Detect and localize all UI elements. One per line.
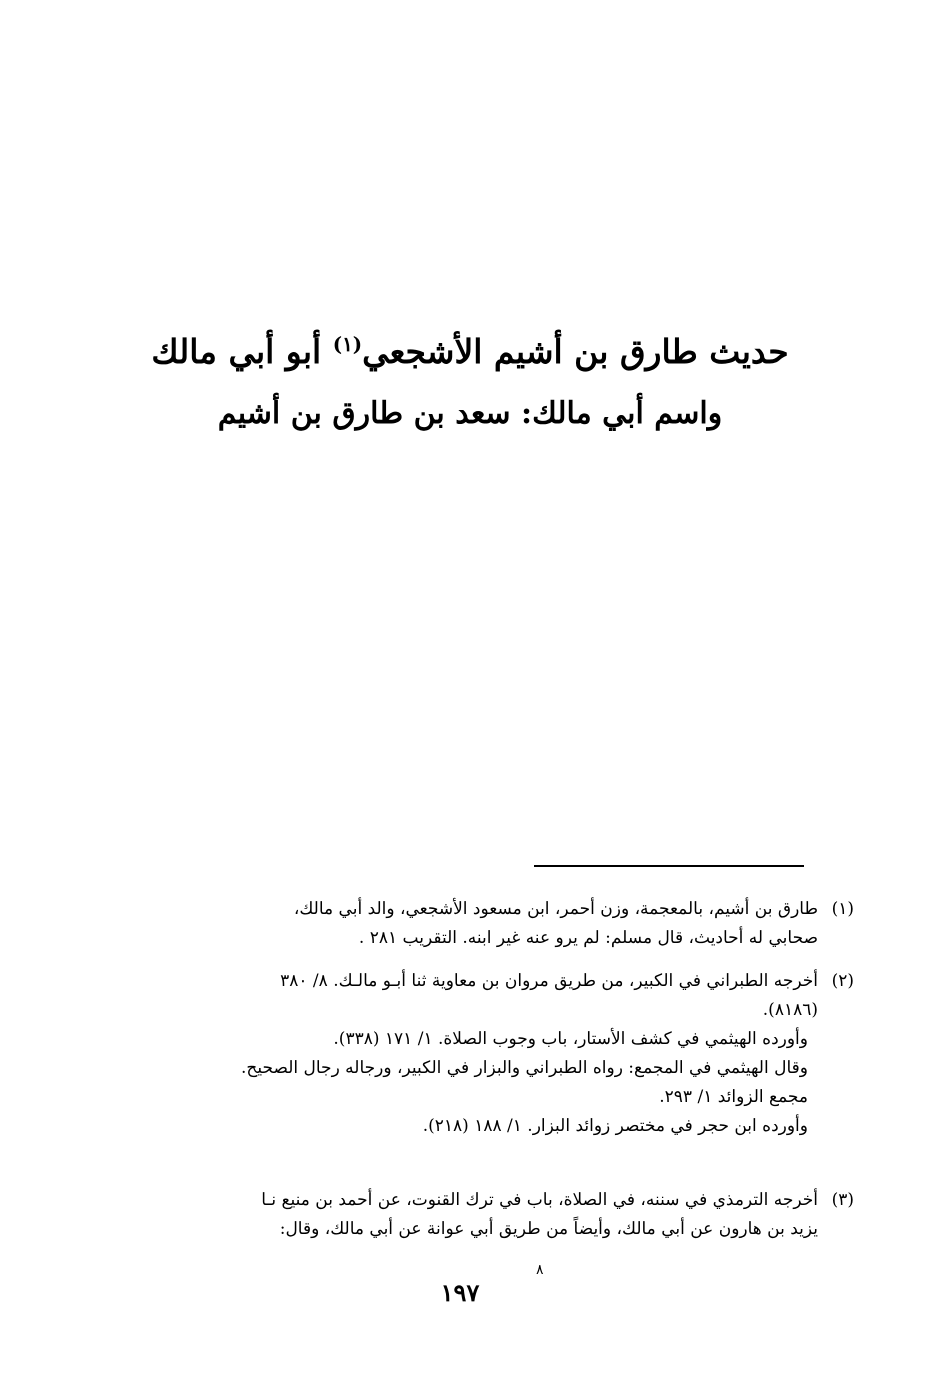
footnote-subline: وأورده الهيثمي في كشف الأستار، باب وجوب الصلاة. ١/ ١٧١ (٣٣٨). <box>333 1029 808 1049</box>
footnote-number: (١) <box>831 899 854 919</box>
footnote-ref-1: (١) <box>332 332 363 356</box>
page-number: ١٩٧ <box>440 1278 480 1307</box>
footnote-subline: وقال الهيثمي في المجمع: رواه الطبراني والبزار في الكبير، ورجاله رجال الصحيح. <box>241 1058 808 1078</box>
footnote-line: أخرجه الطبراني في الكبير، من طريق مروان بن معاوية ثنا أبـو مالـك. ٨/ ٣٨٠ <box>280 971 818 991</box>
footnote-subline: وأورده ابن حجر في مختصر زوائد البزار. ١/ ١٨٨ (٢١٨). <box>422 1116 808 1136</box>
signature-mark: ٨ <box>536 1262 544 1278</box>
section-title <box>110 332 830 371</box>
footnote-subline: مجمع الزوائد ١/ ٢٩٣. <box>659 1087 808 1107</box>
title-tail: أبو أبي مالك <box>151 332 333 371</box>
footnote-line: صحابي له أحاديث، قال مسلم: لم يرو عنه غير ابنه. التقريب ٢٨١ . <box>358 928 818 948</box>
footnote-1 <box>118 895 854 953</box>
footnote-2 <box>118 967 854 1141</box>
footnote-number: (٢) <box>831 971 854 991</box>
footnote-line: (٨١٨٦). <box>762 1000 818 1020</box>
footnote-line: أخرجه الترمذي في سننه، في الصلاة، باب في ترك القنوت، عن أحمد بن منيع نـا <box>261 1190 818 1210</box>
footnote-line: يزيد بن هارون عن أبي مالك، وأيضاً من طريق أبي عوانة عن أبي مالك، وقال: <box>279 1219 818 1239</box>
footnote-3 <box>118 1186 854 1244</box>
footnote-divider <box>534 865 804 867</box>
footnote-line: طارق بن أشيم، بالمعجمة، وزن أحمر، ابن مسعود الأشجعي، والد أبي مالك، <box>293 899 818 919</box>
section-subtitle: واسم أبي مالك: سعد بن طارق بن أشيم <box>217 396 723 431</box>
footnote-number: (٣) <box>831 1190 854 1210</box>
title-main: حديث طارق بن أشيم الأشجعي <box>362 332 789 371</box>
